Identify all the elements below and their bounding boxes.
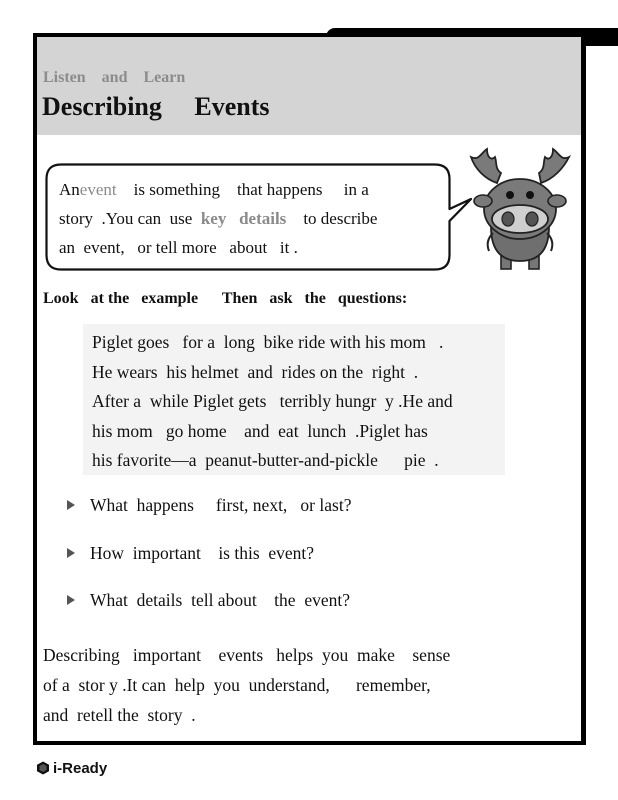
i-ready-logo — [36, 759, 107, 777]
logo-text: i-Ready — [53, 759, 108, 777]
closing-line: Describing important events helps you make sense — [43, 645, 451, 665]
closing-paragraph — [43, 640, 450, 730]
bubble-text-segment: story .You can use — [59, 209, 201, 228]
bubble-line: an event, or tell more about it . — [59, 238, 298, 257]
moose-mascot-icon — [461, 143, 579, 273]
i-ready-logo-icon — [36, 761, 50, 775]
triangle-bullet-icon — [67, 548, 75, 558]
bubble-text-segment: An — [59, 180, 80, 199]
question-item — [67, 495, 351, 516]
example-passage — [83, 324, 505, 475]
passage-line: He wears his helmet and rides on the right . — [92, 361, 419, 382]
page-title: Describing Events — [42, 92, 270, 121]
bubble-text-segment: is something that happens in a — [116, 180, 369, 199]
triangle-bullet-icon — [67, 500, 75, 510]
activity-card — [33, 33, 586, 745]
passage-text — [92, 328, 453, 476]
instruction-text: Look at the example Then ask the questions: — [43, 290, 408, 307]
passage-line: After a while Piglet gets terribly hungr y .He and — [92, 391, 453, 411]
speech-bubble — [45, 163, 475, 271]
closing-line: of a stor y .It can help you understand, remember, — [43, 675, 431, 695]
question-text: How important is this event? — [90, 543, 315, 563]
term-key-details: key details — [200, 209, 287, 228]
bubble-text-segment: to describe — [286, 209, 378, 228]
passage-line: his mom go home and eat lunch .Piglet has — [92, 420, 428, 441]
term-event: event — [79, 180, 117, 199]
question-text: What details tell about the event? — [90, 590, 350, 610]
passage-line: his favorite—a peanut-butter-and-pickle pie . — [92, 450, 439, 470]
closing-line: and retell the story . — [43, 705, 196, 725]
bubble-line — [59, 204, 429, 233]
question-text: What happens first, next, or last? — [90, 495, 352, 515]
bubble-text — [59, 175, 429, 262]
question-item — [67, 590, 350, 611]
kicker: Listen and Learn — [43, 69, 186, 86]
triangle-bullet-icon — [67, 595, 75, 605]
question-item — [67, 543, 314, 564]
passage-line: Piglet goes for a long bike ride with his mom . — [92, 332, 444, 352]
bubble-line — [59, 175, 429, 204]
header-band — [37, 37, 581, 135]
